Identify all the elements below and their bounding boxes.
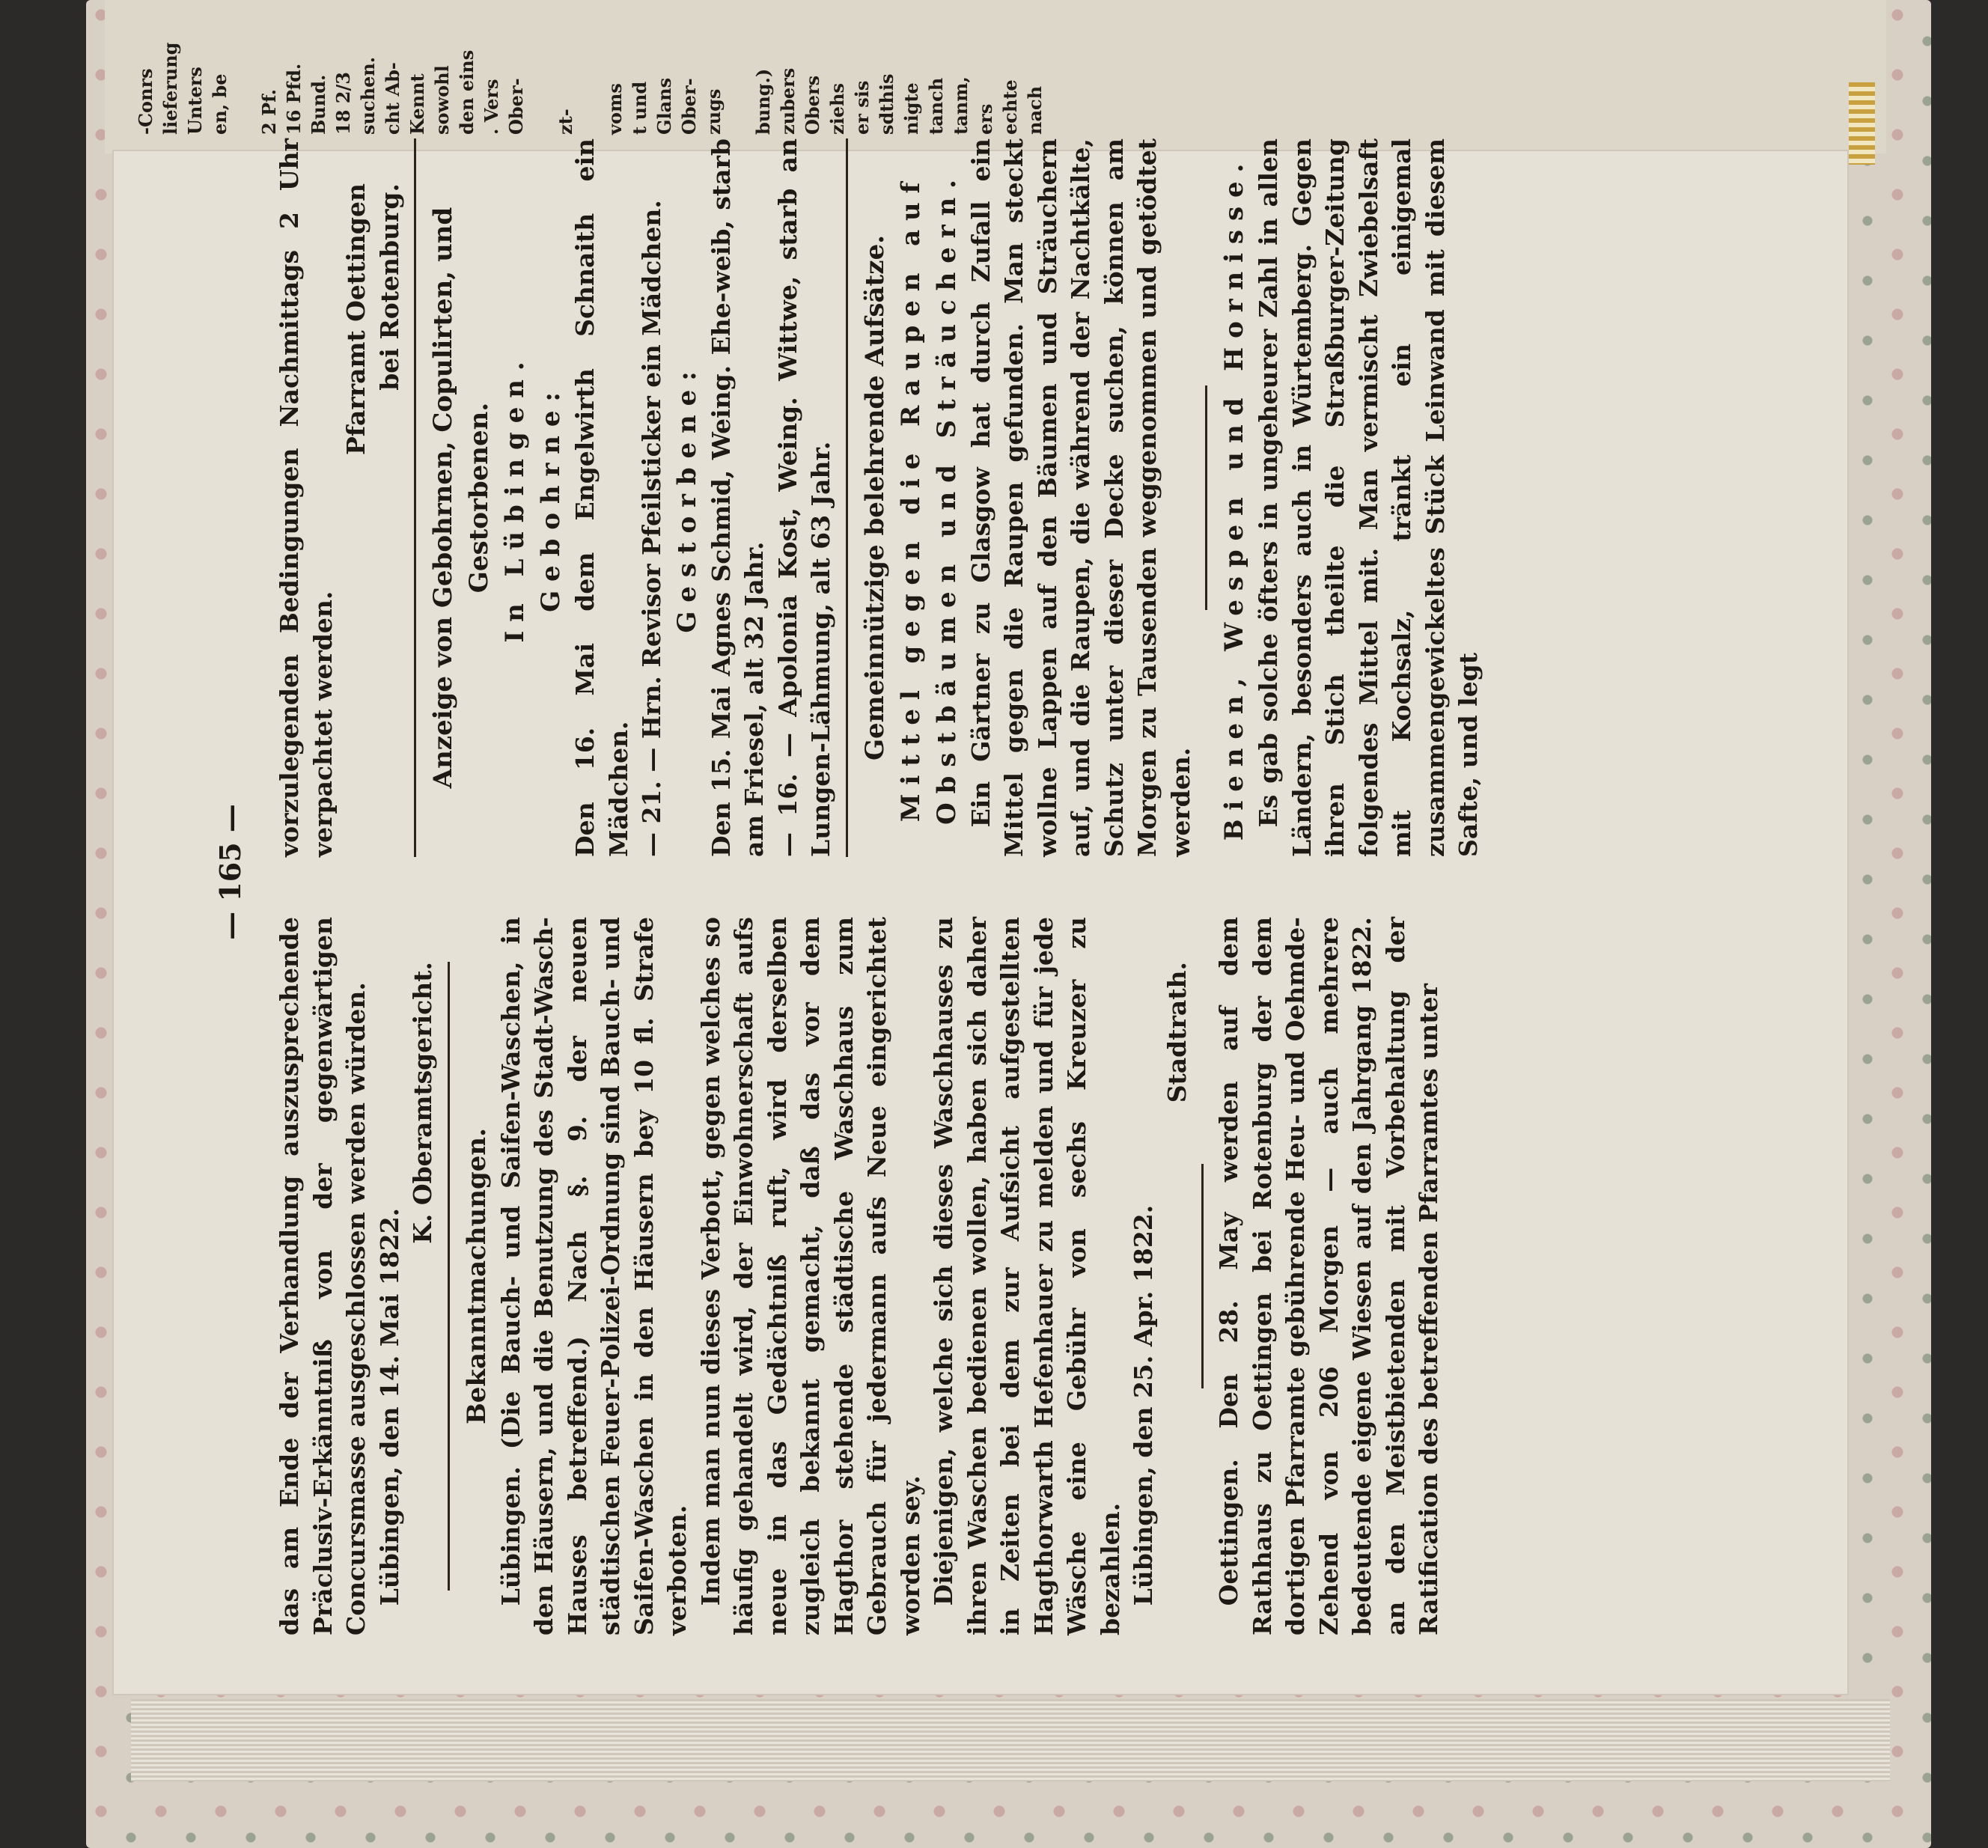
paragraph: Ein Gärtner zu Glasgow hat durch Zufall ein Mittel gegen die Raupen gefunden. Man steckt wollne Lappen auf den Bäumen und Sträuchern auf, und die Raupen, die während der Nachtkälte, Schutz unter dieser Decke suchen, können am Morgen zu Tausenden weggenommen und getödtet werden. <box>966 138 1195 857</box>
previous-page-line: ers <box>975 103 996 135</box>
previous-page-line: Ober- <box>505 78 527 135</box>
previous-page-line: sowohl <box>431 65 453 135</box>
paragraph: Es gab solche öfters in ungeheurer Zahl in allen Ländern, besonders auch in Würtemberg. Gegen ihren Stich theilte die Straßburger-Zeitung folgendes Mittel mit. Man vermischt Zwiebelsaft mit Kochsalz, tränkt ein einigemal zusammengewickeltes Stück Leinwand mit diesem Safte, und legt <box>1254 138 1483 857</box>
previous-page-line: zugs <box>703 88 725 135</box>
paragraph: — 16. — Apolonia Kost, Weing. Wittwe, starb an Lungen-Lähmung, alt 63 Jahr. <box>772 138 835 857</box>
paragraph: Diejenigen, welche sich dieses Waschhauses zu ihren Waschen bedienen wollen, haben sich daher in Zeiten bei dem zur Aufsicht aufgestellten Hagthorwarth Hefenhauer zu melden und für jede Wäsche eine Gebühr von sechs Kreuzer zu bezahlen. <box>929 917 1125 1635</box>
previous-page-line: ziehs <box>826 83 848 135</box>
previous-page-line: zubers <box>777 67 799 135</box>
right-column <box>273 138 1486 857</box>
previous-page-line: suchen. <box>357 56 379 135</box>
previous-page-line: 18 2/3 <box>332 72 354 135</box>
paragraph: bei Rotenburg. <box>374 183 404 391</box>
previous-page-line: t und <box>629 81 650 135</box>
divider <box>448 962 450 1591</box>
paragraph: K. Oberamtsgericht. <box>408 962 437 1244</box>
previous-page-line <box>728 0 753 135</box>
divider <box>846 138 848 857</box>
divider <box>414 138 416 857</box>
previous-page-line: tanch <box>925 77 947 135</box>
section-heading: Bekanntmachungen. <box>461 1128 492 1424</box>
paragraph: das am Ende der Verhandlung auszusprechende Präclusiv-Erkänntniß von der gegenwärtigen Concursmasse ausgeschlossen werden würden. <box>275 917 371 1635</box>
section-heading: In Lübingen. <box>500 353 530 643</box>
page-text-block <box>213 138 1740 1635</box>
section-heading: Anzeige von Gebohrnen, Copulirten, und Gestorbenen. <box>428 207 494 789</box>
paragraph: Oettingen. Den 28. May werden auf dem Rathhaus zu Oettingen bei Rotenburg der dem dortigen Pfarramte gebührende Heu- und Oehmde-Zehend von 206 Morgen — auch mehrere bedeutende eigene Wiesen auf den Jahrgang 1822. an den Meistbietenden mit Vorbehaltung der Ratification des betreffenden Pfarramtes unter <box>1214 917 1443 1635</box>
previous-page-line: bung.) <box>752 68 774 135</box>
section-heading: Gestorbene: <box>671 362 702 633</box>
previous-page-line: tanm, <box>950 76 972 135</box>
previous-page-line: echte <box>999 79 1021 135</box>
paragraph: Lübingen, den 14. Mai 1822. <box>374 1207 404 1606</box>
previous-page-line: . Vers <box>481 79 502 135</box>
previous-page-line: lieferung <box>159 42 181 135</box>
paragraph: Den 15. Mai Agnes Schmid, Weing. Ehe-weib, starb am Friesel, alt 32 Jahr. <box>706 138 769 857</box>
paragraph: Pfarramt Oettingen <box>341 183 371 456</box>
previous-page-line: sdthis <box>876 73 897 135</box>
previous-page-line: Ober- <box>678 78 700 135</box>
paragraph: vorzulegenden Bedingungen Nachmittags 2 Uhr verpachtet werden. <box>275 138 338 857</box>
paragraph: Den 16. Mai dem Engelwirth Schnaith ein Mädchen. <box>570 138 633 857</box>
previous-page-line: nigte <box>900 82 922 135</box>
previous-page-line: voms <box>604 83 626 135</box>
previous-page-line: den eins <box>456 49 478 135</box>
previous-page-line: er sis <box>851 80 873 135</box>
previous-page-line: Glans <box>653 77 675 135</box>
section-heading: Gebohrne: <box>536 383 566 612</box>
paragraph: — 21. — Hrn. Revisor Pfeilsticker ein Mädchen. <box>637 200 666 857</box>
paragraph: Indem man nun dieses Verbott, gegen welches so häufig gehandelt wird, der Einwohnerschaft aufs neue in das Gedächtniß ruft, wird derselben zugleich bekannt gemacht, daß das vor dem Hagthor stehende städtische Waschhaus zum Gebrauch für jedermann aufs Neue eingerichtet worden sey. <box>695 917 925 1635</box>
section-heading: Bienen, Wespen und Hornisse. <box>1219 154 1249 841</box>
previous-page-line <box>234 0 259 135</box>
left-column <box>273 917 1446 1635</box>
previous-page-line: Unters <box>184 67 206 135</box>
paragraph: Lübingen, den 25. Apr. 1822. <box>1129 1204 1158 1606</box>
previous-page-line <box>530 0 555 135</box>
previous-page-line: Kennt <box>406 73 428 135</box>
previous-page-line: zt- <box>555 109 576 135</box>
previous-page <box>105 0 1886 153</box>
page-number: — 165 — <box>213 804 247 940</box>
previous-page-line: -Conrs <box>135 68 156 135</box>
paragraph: Lübingen. (Die Bauch- und Saifen-Waschen, in den Häusern, und die Benutzung des Stadt-Wasch-Hauses betreffend.) Nach §. 9. der neuen städtischen Feuer-Polizei-Ordnung sind Bauch- und Saifen-Waschen in den Häusern bey 10 fl. Strafe verboten. <box>496 917 692 1635</box>
section-heading: Gemeinnützige belehrende Aufsätze. <box>859 234 890 761</box>
previous-page-line: Bund. <box>308 74 329 135</box>
divider <box>1205 385 1207 610</box>
previous-page-line <box>579 0 605 135</box>
previous-page-line: nach <box>1024 85 1046 135</box>
previous-page-text <box>105 0 1886 142</box>
previous-page-line: 16 Pfd. <box>283 63 305 135</box>
page-edges <box>131 1699 1890 1781</box>
previous-page-line: en, be <box>209 73 231 135</box>
previous-page-line: 2 Pf. <box>258 89 280 135</box>
divider <box>1201 1164 1204 1388</box>
previous-page-line: cht Ab- <box>382 62 403 135</box>
paragraph: Stadtrath. <box>1162 962 1192 1103</box>
headband <box>1849 82 1875 165</box>
section-heading: Mittel gegen die Raupen auf Obstbäumen und Sträuchern. <box>895 171 962 825</box>
previous-page-line: Obers <box>802 75 823 135</box>
